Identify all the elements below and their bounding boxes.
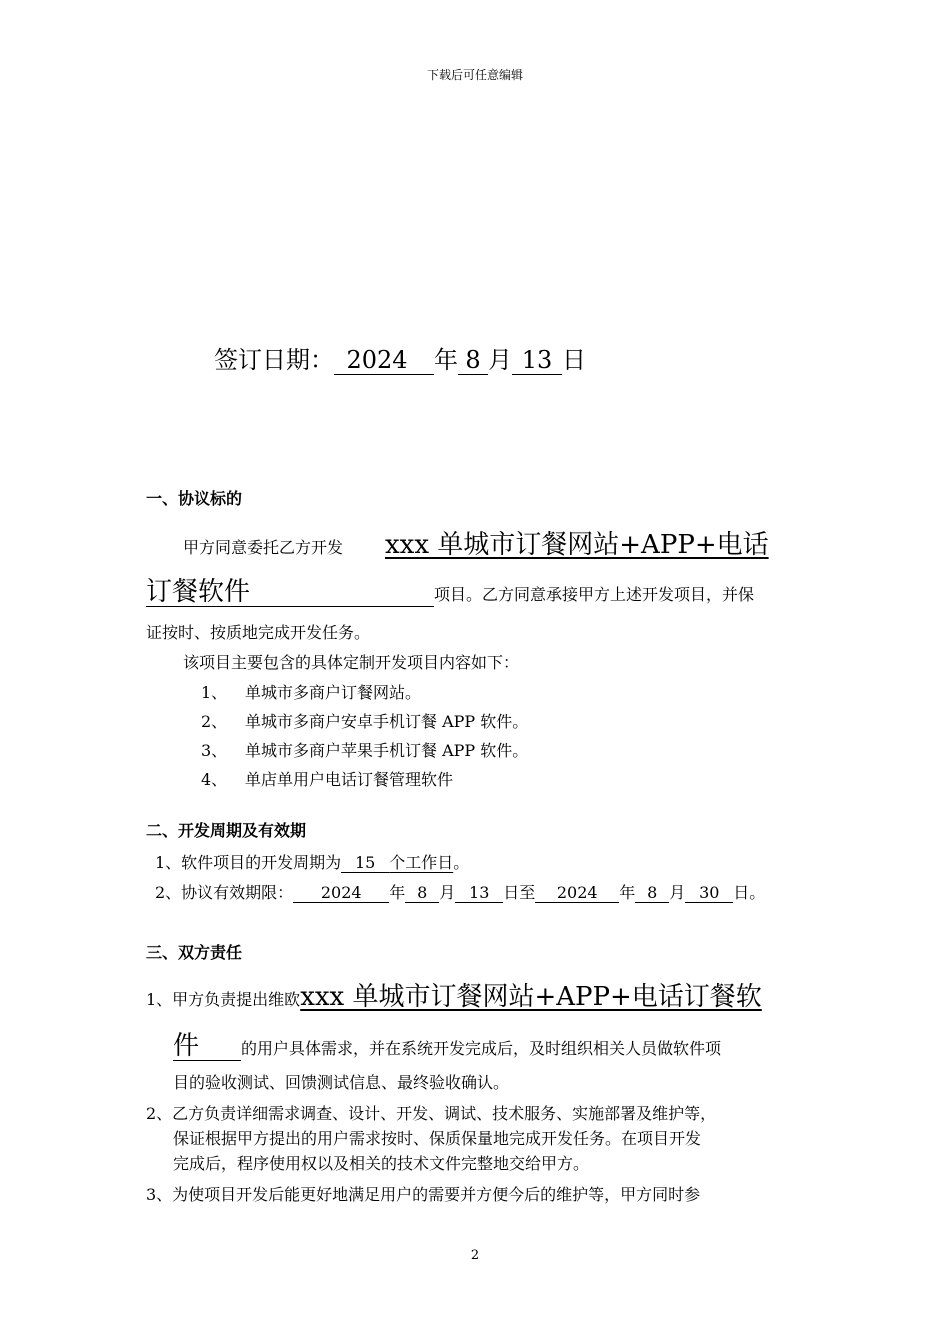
section1-item bbox=[201, 680, 421, 703]
page-number: 2 bbox=[470, 1248, 480, 1263]
signing-date bbox=[214, 340, 586, 375]
signing-year: 2024 bbox=[334, 346, 434, 375]
section1-heading: 一、协议标的 bbox=[146, 489, 243, 508]
section1-item-text: 单城市多商户苹果手机订餐 APP 软件。 bbox=[245, 741, 529, 760]
signing-year-suffix: 年 bbox=[434, 346, 458, 374]
section1-item bbox=[201, 738, 528, 761]
section1-p2: 该项目主要包含的具体定制开发项目内容如下： bbox=[183, 653, 520, 672]
section1-item-num: 3、 bbox=[201, 741, 228, 760]
section1-item-num: 4、 bbox=[201, 770, 228, 789]
year-label: 年 bbox=[389, 883, 406, 902]
section1-project-a: xxx 单城市订餐网站+APP+电话 bbox=[385, 530, 769, 560]
section2-line1-end: 。 bbox=[453, 853, 470, 872]
day-end-label: 日。 bbox=[733, 883, 766, 902]
validity-start-month: 8 bbox=[405, 883, 439, 903]
validity-start-year: 2024 bbox=[293, 883, 389, 903]
section1-item bbox=[201, 709, 528, 732]
section1-p1-cont: 证按时、按质地完成开发任务。 bbox=[146, 623, 371, 642]
section3-item1-suffix: 的用户具体需求，并在系统开发完成后，及时组织相关人员做软件项 bbox=[241, 1039, 722, 1058]
section3-item2-line2: 保证根据甲方提出的用户需求按时、保质保量地完成开发任务。在项目开发 bbox=[173, 1129, 702, 1148]
section1-p1-prefix: 甲方同意委托乙方开发 bbox=[183, 538, 344, 557]
signing-date-label: 签订日期： bbox=[214, 346, 334, 374]
section3-item3-line1: 3、为使项目开发后能更好地满足用户的需要并方便今后的维护等，甲方同时参 bbox=[146, 1185, 701, 1204]
section3-item1-prefix: 1、甲方负责提出维欧 bbox=[146, 990, 301, 1009]
section3-project-a: xxx 单城市订餐网站+APP+电话订餐软 bbox=[300, 982, 762, 1012]
section2-line1-suffix: 个工作日 bbox=[389, 853, 454, 872]
section3-project-b: 件 bbox=[173, 1032, 241, 1061]
section1-item-num: 2、 bbox=[201, 712, 228, 731]
section1-p1-suffix: 项目。乙方同意承接甲方上述开发项目，并保 bbox=[434, 585, 755, 604]
dev-period-days: 15 bbox=[341, 853, 389, 873]
signing-day-suffix: 日 bbox=[562, 346, 586, 374]
section1-item-text: 单城市多商户订餐网站。 bbox=[245, 683, 422, 702]
section3-item2-line1: 2、乙方负责详细需求调查、设计、开发、调试、技术服务、实施部署及维护等， bbox=[146, 1104, 717, 1123]
section1-p1-line2 bbox=[146, 578, 754, 609]
section1-item-num: 1、 bbox=[201, 683, 228, 702]
validity-start-day: 13 bbox=[455, 883, 503, 903]
year-label: 年 bbox=[619, 883, 636, 902]
section1-item-text: 单城市多商户安卓手机订餐 APP 软件。 bbox=[245, 712, 529, 731]
section3-item1-line1 bbox=[146, 984, 762, 1013]
section2-line1-prefix: 1、软件项目的开发周期为 bbox=[155, 853, 342, 872]
section3-item1-cont: 目的验收测试、回馈测试信息、最终验收确认。 bbox=[173, 1073, 510, 1092]
section1-project-b: 订餐软件 bbox=[146, 578, 434, 607]
section2-line1 bbox=[155, 850, 469, 873]
section2-heading: 二、开发周期及有效期 bbox=[146, 821, 307, 840]
section2-line2-prefix: 2、协议有效期限： bbox=[155, 883, 294, 902]
section2-line2 bbox=[155, 880, 765, 903]
section1-p1-line1 bbox=[183, 532, 769, 561]
section3-item2-line3: 完成后，程序使用权以及相关的技术文件完整地交给甲方。 bbox=[173, 1154, 590, 1173]
month-label: 月 bbox=[669, 883, 686, 902]
signing-month: 8 bbox=[458, 346, 488, 375]
signing-day: 13 bbox=[512, 346, 562, 375]
validity-end-day: 30 bbox=[685, 883, 733, 903]
signing-month-suffix: 月 bbox=[488, 346, 512, 374]
section1-item-text: 单店单用户电话订餐管理软件 bbox=[245, 770, 454, 789]
to-label: 日至 bbox=[503, 883, 536, 902]
section3-item1-line2 bbox=[173, 1032, 721, 1063]
section1-item bbox=[201, 767, 453, 790]
validity-end-year: 2024 bbox=[535, 883, 619, 903]
section3-heading: 三、双方责任 bbox=[146, 943, 243, 962]
validity-end-month: 8 bbox=[635, 883, 669, 903]
page-header: 下载后可任意编辑 bbox=[426, 68, 523, 82]
month-label: 月 bbox=[439, 883, 456, 902]
